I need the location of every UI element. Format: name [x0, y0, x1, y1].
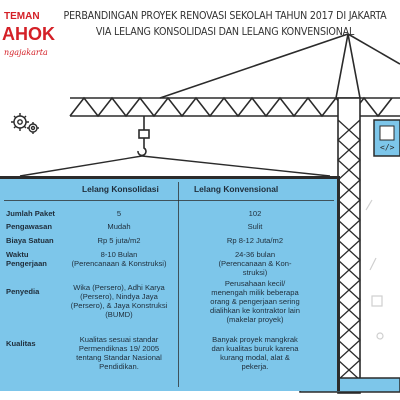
column-divider — [178, 182, 179, 387]
row-label-biaya-satuan: Biaya Satuan — [6, 236, 54, 245]
cell-konvensional-pengawasan: Sulit — [247, 222, 263, 231]
cell-konsolidasi-jumlah-paket: 5 — [116, 209, 122, 218]
cell-konvensional-biaya-satuan: Rp 8-12 Juta/m2 — [226, 236, 284, 245]
column-header-konvensional: Lelang Konvensional — [194, 184, 279, 194]
row-label-penyedia: Penyedia — [6, 287, 40, 296]
crane-cabin — [374, 120, 400, 156]
cell-konsolidasi-pengawasan: Mudah — [107, 222, 131, 231]
cell-konsolidasi-kualitas: Kualitas sesuai standar Permendiknas 19/ 2005 tentang Standar Nasional Pendidikan. — [76, 335, 162, 371]
title-line-2: VIA LELANG KONSOLIDASI DAN LELANG KONVENSIONAL — [95, 26, 355, 38]
cell-konvensional-penyedia: Perusahaan kecil/ menengah milik beberapa orang & pengerjaan sering dialihkan ke kontraktor lain (makelar proyek) — [210, 279, 300, 324]
cell-konvensional-waktu-pengerjaan: 24-36 bulan (Perencanaan & Kon- struksi) — [218, 250, 292, 277]
logo-ahok-text: AHOK — [2, 24, 55, 44]
hanging-ropes — [20, 156, 330, 176]
gear-icon — [11, 113, 29, 131]
cell-konvensional-jumlah-paket: 102 — [248, 209, 262, 218]
gear-icon — [27, 122, 39, 134]
logo-teman-text: TEMAN — [4, 11, 40, 22]
title-line-1: PERBANDINGAN PROYEK RENOVASI SEKOLAH TAHUN 2017 DI JAKARTA — [63, 10, 387, 22]
svg-text:</>: </> — [380, 143, 395, 152]
cell-konsolidasi-waktu-pengerjaan: 8-10 Bulan (Perencanaan & Konstruksi) — [71, 250, 167, 268]
row-label-pengawasan: Pengawasan — [6, 222, 53, 231]
row-label-jumlah-paket: Jumlah Paket — [6, 209, 55, 218]
logo-script-text: ngajakarta — [4, 48, 48, 57]
row-label-waktu-pengerjaan: Waktu Pengerjaan — [6, 250, 47, 268]
column-header-konsolidasi: Lelang Konsolidasi — [82, 184, 159, 194]
row-label-kualitas: Kualitas — [6, 339, 36, 348]
cell-konsolidasi-biaya-satuan: Rp 5 juta/m2 — [97, 236, 141, 245]
hook-icon — [138, 116, 149, 155]
infographic-title — [60, 8, 390, 40]
cell-konvensional-kualitas: Banyak proyek mangkrak dan kualitas buruk karena kurang modal, alat & pekerja. — [211, 335, 299, 371]
teman-ahok-logo — [2, 8, 56, 68]
cell-konsolidasi-penyedia: Wika (Persero), Adhi Karya (Persero), Nindya Jaya (Persero), & Jaya Konstruksi (BUMD) — [70, 283, 168, 319]
header-divider — [4, 200, 334, 201]
